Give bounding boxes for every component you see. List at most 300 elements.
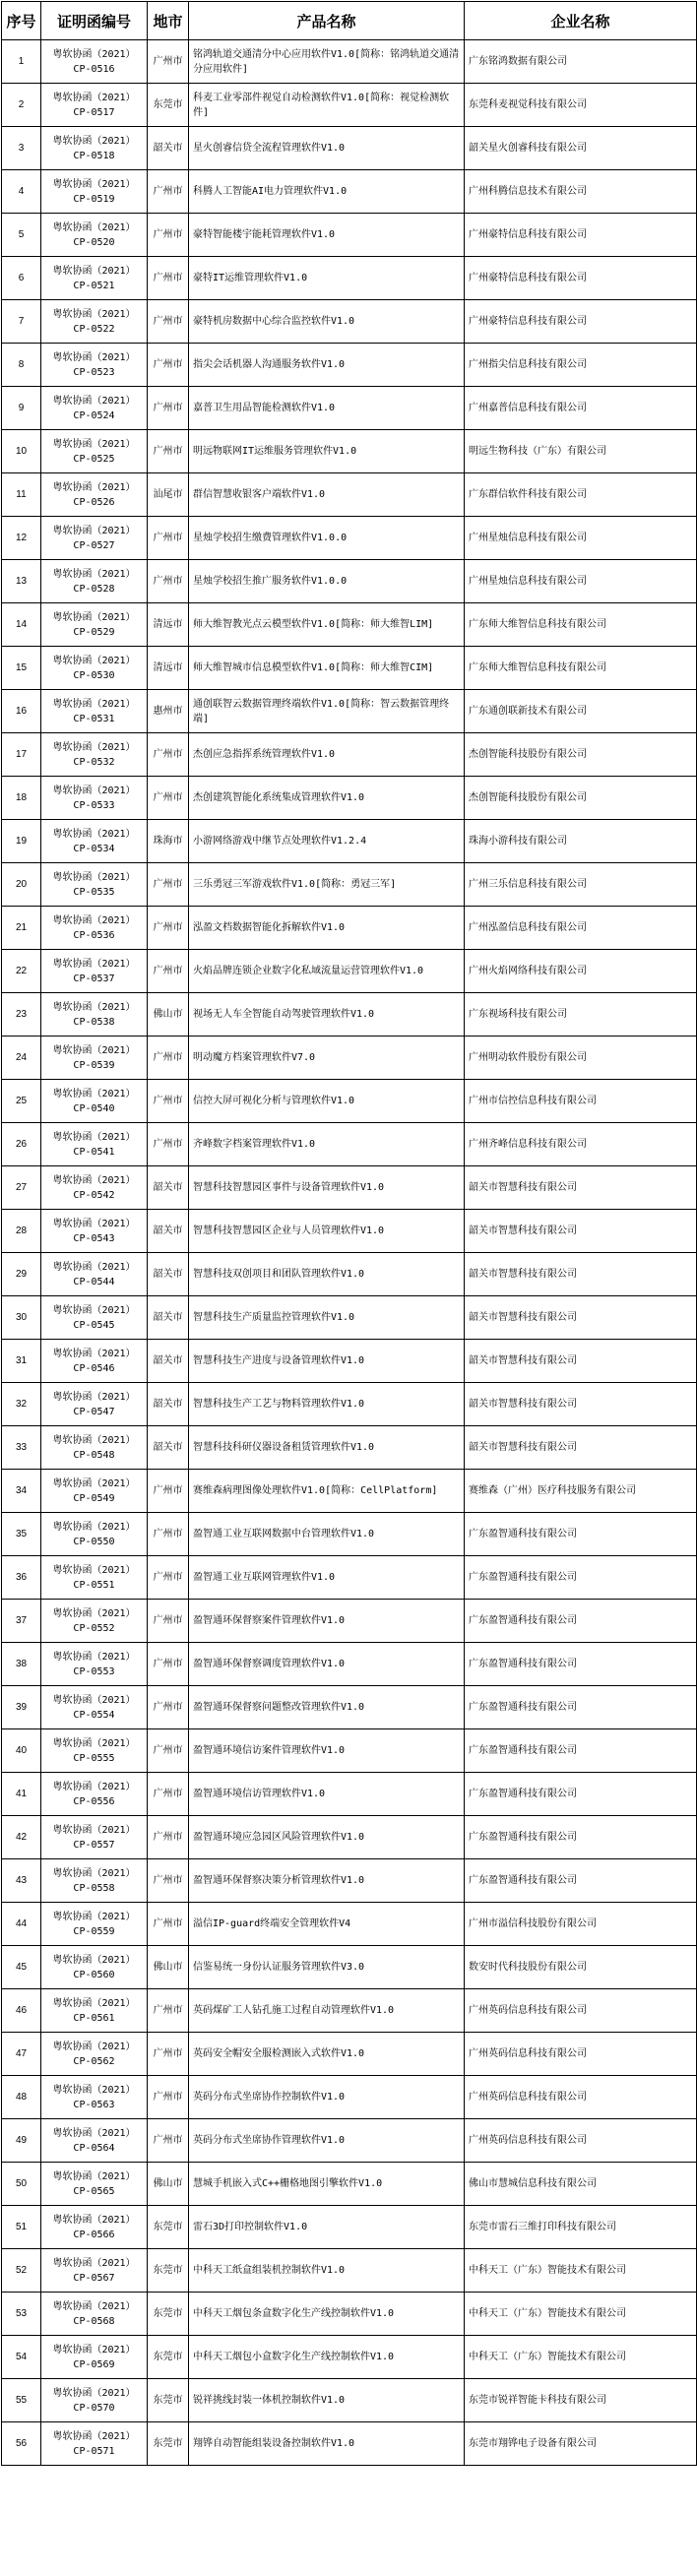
table-row [2,863,697,907]
certificate-prefix: 粤软协函（2021） [52,1044,136,1056]
certificate-code: CP-0539 [73,1059,115,1071]
certificate-code: CP-0566 [73,2229,115,2240]
row-number: 11 [2,473,41,517]
company-name: 东莞市雷石三维打印科技有限公司 [465,2206,697,2249]
certificate-number [41,690,148,733]
row-number: 52 [2,2249,41,2293]
row-number: 36 [2,1556,41,1600]
product-name: 雷石3D打印控制软件V1.0 [189,2206,465,2249]
row-number: 9 [2,387,41,430]
city: 东莞市 [148,2293,189,2336]
certificate-number [41,777,148,820]
company-name: 赛维森（广州）医疗科技服务有限公司 [465,1470,697,1513]
certificate-number [41,2163,148,2206]
table-row [2,1470,697,1513]
row-number: 15 [2,647,41,690]
city: 广州市 [148,387,189,430]
company-name: 韶关市智慧科技有限公司 [465,1340,697,1383]
table-row [2,907,697,950]
company-name: 韶关市智慧科技有限公司 [465,1296,697,1340]
product-name: 通创联智云数据管理终端软件V1.0[简称：智云数据管理终端] [189,690,465,733]
certificate-number [41,1513,148,1556]
row-number: 50 [2,2163,41,2206]
table-row [2,1513,697,1556]
city: 东莞市 [148,2206,189,2249]
product-name: 智慧科技双创项目和团队管理软件V1.0 [189,1253,465,1296]
row-number: 13 [2,560,41,603]
certificate-number [41,1166,148,1210]
company-name: 广州英码信息科技有限公司 [465,1989,697,2033]
product-name: 锐祥挑线封装一体机控制软件V1.0 [189,2379,465,2422]
product-name: 师大维智城市信息模型软件V1.0[简称：师大维智CIM] [189,647,465,690]
certificate-code: CP-0560 [73,1969,115,1980]
certificate-prefix: 粤软协函（2021） [52,914,136,926]
row-number: 4 [2,170,41,214]
row-number: 49 [2,2119,41,2163]
product-name: 明动魔方档案管理软件V7.0 [189,1037,465,1080]
row-number: 3 [2,127,41,170]
table-row [2,1340,697,1383]
certificate-number [41,1037,148,1080]
company-name: 广东盈智通科技有限公司 [465,1600,697,1643]
table-row [2,84,697,127]
product-name: 溢信IP-guard终端安全管理软件V4 [189,1903,465,1946]
certificate-code: CP-0550 [73,1536,115,1547]
city: 佛山市 [148,2163,189,2206]
certificate-number [41,1643,148,1686]
certificate-table [1,1,697,2466]
certificate-code: CP-0571 [73,2445,115,2457]
product-name: 齐峰数字档案管理软件V1.0 [189,1123,465,1166]
certificate-code: CP-0533 [73,799,115,811]
certificate-code: CP-0563 [73,2099,115,2110]
company-name: 广东盈智通科技有限公司 [465,1643,697,1686]
table-row [2,473,697,517]
city: 广州市 [148,170,189,214]
certificate-prefix: 粤软协函（2021） [52,2170,136,2182]
certificate-prefix: 粤软协函（2021） [52,1911,136,1922]
certificate-number [41,214,148,257]
certificate-number [41,84,148,127]
city: 广州市 [148,863,189,907]
table-row [2,1037,697,1080]
product-name: 智慧科技智慧园区事件与设备管理软件V1.0 [189,1166,465,1210]
company-name: 广东师大维智信息科技有限公司 [465,647,697,690]
row-number: 46 [2,1989,41,2033]
table-row [2,733,697,777]
company-name: 韶关市智慧科技有限公司 [465,1426,697,1470]
certificate-code: CP-0528 [73,583,115,595]
certificate-number [41,907,148,950]
city: 广州市 [148,1470,189,1513]
city: 汕尾市 [148,473,189,517]
company-name: 广州齐峰信息科技有限公司 [465,1123,697,1166]
city: 佛山市 [148,993,189,1037]
certificate-code: CP-0556 [73,1795,115,1807]
certificate-code: CP-0538 [73,1016,115,1028]
certificate-code: CP-0521 [73,280,115,291]
certificate-code: CP-0547 [73,1406,115,1417]
table-row [2,820,697,863]
city: 广州市 [148,2033,189,2076]
city: 韶关市 [148,1253,189,1296]
product-name: 英码分布式坐席协作控制软件V1.0 [189,2076,465,2119]
header-city: 地市 [148,2,189,40]
certificate-code: CP-0537 [73,973,115,984]
table-row [2,1210,697,1253]
company-name: 广州泓盈信息科技有限公司 [465,907,697,950]
company-name: 佛山市慧城信息科技有限公司 [465,2163,697,2206]
certificate-prefix: 粤软协函（2021） [52,48,136,60]
row-number: 12 [2,517,41,560]
certificate-prefix: 粤软协函（2021） [52,308,136,320]
company-name: 广东盈智通科技有限公司 [465,1816,697,1859]
city: 广州市 [148,950,189,993]
certificate-code: CP-0536 [73,929,115,941]
certificate-number [41,1859,148,1903]
company-name: 广州豪特信息科技有限公司 [465,214,697,257]
certificate-code: CP-0524 [73,409,115,421]
company-name: 广东盈智通科技有限公司 [465,1859,697,1903]
certificate-prefix: 粤软协函（2021） [52,2387,136,2399]
certificate-prefix: 粤软协函（2021） [52,1954,136,1966]
certificate-code: CP-0530 [73,669,115,681]
certificate-code: CP-0554 [73,1709,115,1721]
certificate-code: CP-0540 [73,1102,115,1114]
company-name: 中科天工（广东）智能技术有限公司 [465,2249,697,2293]
product-name: 星烛学校招生缴费管理软件V1.0.0 [189,517,465,560]
certificate-code: CP-0548 [73,1449,115,1461]
certificate-prefix: 粤软协函（2021） [52,265,136,277]
company-name: 广东盈智通科技有限公司 [465,1513,697,1556]
company-name: 广州英码信息科技有限公司 [465,2076,697,2119]
product-name: 豪特机房数据中心综合监控软件V1.0 [189,300,465,344]
row-number: 43 [2,1859,41,1903]
table-row [2,257,697,300]
row-number: 1 [2,40,41,84]
certificate-code: CP-0564 [73,2142,115,2154]
product-name: 信鉴易统一身份认证服务管理软件V3.0 [189,1946,465,1989]
certificate-number [41,2379,148,2422]
company-name: 广东盈智通科技有限公司 [465,1556,697,1600]
product-name: 智慧科技生产工艺与物料管理软件V1.0 [189,1383,465,1426]
city: 广州市 [148,344,189,387]
row-number: 40 [2,1729,41,1773]
certificate-prefix: 粤软协函（2021） [52,351,136,363]
certificate-prefix: 粤软协函（2021） [52,178,136,190]
certificate-code: CP-0546 [73,1362,115,1374]
table-row [2,2422,697,2466]
company-name: 广州科腾信息技术有限公司 [465,170,697,214]
company-name: 广州豪特信息科技有限公司 [465,300,697,344]
certificate-number [41,820,148,863]
product-name: 指尖会话机器人沟通服务软件V1.0 [189,344,465,387]
certificate-code: CP-0549 [73,1492,115,1504]
header-product: 产品名称 [189,2,465,40]
table-row [2,2206,697,2249]
certificate-code: CP-0568 [73,2315,115,2327]
city: 广州市 [148,1989,189,2033]
company-name: 广东铭鸿数据有限公司 [465,40,697,84]
product-name: 智慧科技智慧园区企业与人员管理软件V1.0 [189,1210,465,1253]
certificate-prefix: 粤软协函（2021） [52,221,136,233]
certificate-prefix: 粤软协函（2021） [52,828,136,840]
certificate-number [41,387,148,430]
city: 清远市 [148,603,189,647]
certificate-prefix: 粤软协函（2021） [52,525,136,536]
certificate-prefix: 粤软协函（2021） [52,1174,136,1186]
row-number: 6 [2,257,41,300]
certificate-code: CP-0525 [73,453,115,465]
product-name: 三乐勇冠三军游戏软件V1.0[简称：勇冠三军] [189,863,465,907]
table-row [2,170,697,214]
certificate-code: CP-0569 [73,2358,115,2370]
certificate-prefix: 粤软协函（2021） [52,785,136,796]
certificate-prefix: 粤软协函（2021） [52,611,136,623]
company-name: 杰创智能科技股份有限公司 [465,777,697,820]
certificate-code: CP-0523 [73,366,115,378]
certificate-number [41,1296,148,1340]
certificate-prefix: 粤软协函（2021） [52,135,136,147]
table-row [2,560,697,603]
certificate-code: CP-0534 [73,843,115,854]
product-name: 盈智通环保督察调度管理软件V1.0 [189,1643,465,1686]
table-row [2,2379,697,2422]
certificate-code: CP-0553 [73,1665,115,1677]
product-name: 豪特智能楼宇能耗管理软件V1.0 [189,214,465,257]
certificate-number [41,517,148,560]
certificate-number [41,2206,148,2249]
row-number: 45 [2,1946,41,1989]
certificate-prefix: 粤软协函（2021） [52,2214,136,2226]
certificate-number [41,127,148,170]
product-name: 智慧科技生产质量监控管理软件V1.0 [189,1296,465,1340]
table-row [2,40,697,84]
city: 惠州市 [148,690,189,733]
row-number: 7 [2,300,41,344]
certificate-number [41,1426,148,1470]
city: 韶关市 [148,1210,189,1253]
row-number: 33 [2,1426,41,1470]
certificate-prefix: 粤软协函（2021） [52,2084,136,2096]
row-number: 29 [2,1253,41,1296]
product-name: 盈智通工业互联网数据中台管理软件V1.0 [189,1513,465,1556]
certificate-code: CP-0565 [73,2185,115,2197]
product-name: 中科天工烟包条盒数字化生产线控制软件V1.0 [189,2293,465,2336]
company-name: 杰创智能科技股份有限公司 [465,733,697,777]
certificate-prefix: 粤软协函（2021） [52,1564,136,1576]
certificate-number [41,2293,148,2336]
row-number: 32 [2,1383,41,1426]
row-number: 47 [2,2033,41,2076]
table-row [2,1816,697,1859]
certificate-number [41,733,148,777]
city: 广州市 [148,1816,189,1859]
certificate-prefix: 粤软协函（2021） [52,1348,136,1359]
product-name: 翔铧自动智能组装设备控制软件V1.0 [189,2422,465,2466]
company-name: 广东师大维智信息科技有限公司 [465,603,697,647]
certificate-prefix: 粤软协函（2021） [52,2127,136,2139]
certificate-number [41,1816,148,1859]
table-row [2,1296,697,1340]
certificate-prefix: 粤软协函（2021） [52,1997,136,2009]
product-name: 英码煤矿工人钻孔施工过程自动管理软件V1.0 [189,1989,465,2033]
table-row [2,1600,697,1643]
certificate-code: CP-0543 [73,1232,115,1244]
company-name: 广州豪特信息科技有限公司 [465,257,697,300]
certificate-number [41,2119,148,2163]
row-number: 35 [2,1513,41,1556]
certificate-number [41,344,148,387]
certificate-prefix: 粤软协函（2021） [52,871,136,883]
row-number: 16 [2,690,41,733]
table-row [2,777,697,820]
certificate-number [41,647,148,690]
company-name: 韶关市智慧科技有限公司 [465,1253,697,1296]
product-name: 赛维森病理图像处理软件V1.0[简称：CellPlatform] [189,1470,465,1513]
certificate-code: CP-0535 [73,886,115,898]
certificate-prefix: 粤软协函（2021） [52,1001,136,1013]
certificate-number [41,1989,148,2033]
product-name: 师大维智教光点云模型软件V1.0[简称：师大维智LIM] [189,603,465,647]
product-name: 视场无人车全智能自动驾驶管理软件V1.0 [189,993,465,1037]
table-row [2,430,697,473]
city: 韶关市 [148,1340,189,1383]
row-number: 30 [2,1296,41,1340]
product-name: 英码分布式坐席协作管理软件V1.0 [189,2119,465,2163]
row-number: 39 [2,1686,41,1729]
table-row [2,387,697,430]
certificate-number [41,1210,148,1253]
certificate-prefix: 粤软协函（2021） [52,1088,136,1100]
certificate-code: CP-0526 [73,496,115,508]
city: 韶关市 [148,1166,189,1210]
row-number: 18 [2,777,41,820]
city: 广州市 [148,777,189,820]
company-name: 广东盈智通科技有限公司 [465,1686,697,1729]
certificate-number [41,1123,148,1166]
company-name: 韶关市智慧科技有限公司 [465,1210,697,1253]
product-name: 豪特IT运维管理软件V1.0 [189,257,465,300]
table-row [2,2249,697,2293]
row-number: 37 [2,1600,41,1643]
table-row [2,2293,697,2336]
city: 广州市 [148,40,189,84]
product-name: 杰创建筑智能化系统集成管理软件V1.0 [189,777,465,820]
table-row [2,2336,697,2379]
row-number: 23 [2,993,41,1037]
table-row [2,993,697,1037]
product-name: 盈智通环保督察决策分析管理软件V1.0 [189,1859,465,1903]
certificate-prefix: 粤软协函（2021） [52,438,136,450]
company-name: 中科天工（广东）智能技术有限公司 [465,2336,697,2379]
certificate-prefix: 粤软协函（2021） [52,1867,136,1879]
table-row [2,1426,697,1470]
product-name: 盈智通环境信访案件管理软件V1.0 [189,1729,465,1773]
city: 广州市 [148,214,189,257]
company-name: 广州星烛信息科技有限公司 [465,560,697,603]
certificate-prefix: 粤软协函（2021） [52,395,136,407]
table-row [2,647,697,690]
row-number: 14 [2,603,41,647]
certificate-code: CP-0544 [73,1276,115,1288]
product-name: 科腾人工智能AI电力管理软件V1.0 [189,170,465,214]
company-name: 广州市信控信息科技有限公司 [465,1080,697,1123]
city: 东莞市 [148,2422,189,2466]
row-number: 5 [2,214,41,257]
city: 广州市 [148,1773,189,1816]
city: 广州市 [148,517,189,560]
certificate-number [41,993,148,1037]
certificate-code: CP-0567 [73,2272,115,2284]
row-number: 53 [2,2293,41,2336]
certificate-number [41,40,148,84]
company-name: 广州三乐信息科技有限公司 [465,863,697,907]
certificate-prefix: 粤软协函（2021） [52,2041,136,2052]
product-name: 盈智通环保督察问题整改管理软件V1.0 [189,1686,465,1729]
table-row [2,214,697,257]
certificate-prefix: 粤软协函（2021） [52,1521,136,1533]
certificate-code: CP-0519 [73,193,115,205]
certificate-number [41,1903,148,1946]
city: 东莞市 [148,2336,189,2379]
product-name: 盈智通环境应急园区风险管理软件V1.0 [189,1816,465,1859]
certificate-number [41,473,148,517]
row-number: 20 [2,863,41,907]
city: 广州市 [148,2076,189,2119]
product-name: 盈智通环境信访管理软件V1.0 [189,1773,465,1816]
product-name: 智慧科技科研仪器设备租赁管理软件V1.0 [189,1426,465,1470]
certificate-prefix: 粤软协函（2021） [52,568,136,580]
row-number: 44 [2,1903,41,1946]
company-name: 数安时代科技股份有限公司 [465,1946,697,1989]
company-name: 韶关市智慧科技有限公司 [465,1383,697,1426]
row-number: 27 [2,1166,41,1210]
table-body [2,40,697,2466]
certificate-number [41,603,148,647]
table-row [2,1253,697,1296]
city: 广州市 [148,1686,189,1729]
city: 广州市 [148,1080,189,1123]
row-number: 28 [2,1210,41,1253]
product-name: 杰创应急指挥系统管理软件V1.0 [189,733,465,777]
certificate-prefix: 粤软协函（2021） [52,1391,136,1403]
product-name: 盈智通环保督察案件管理软件V1.0 [189,1600,465,1643]
certificate-code: CP-0531 [73,713,115,724]
certificate-prefix: 粤软协函（2021） [52,655,136,666]
certificate-number [41,257,148,300]
product-name: 智慧科技生产进度与设备管理软件V1.0 [189,1340,465,1383]
header-company: 企业名称 [465,2,697,40]
certificate-number [41,950,148,993]
city: 广州市 [148,1123,189,1166]
row-number: 22 [2,950,41,993]
certificate-code: CP-0562 [73,2055,115,2067]
table-row [2,517,697,560]
certificate-code: CP-0542 [73,1189,115,1201]
certificate-number [41,170,148,214]
city: 广州市 [148,257,189,300]
city: 广州市 [148,1513,189,1556]
certificate-prefix: 粤软协函（2021） [52,1434,136,1446]
city: 韶关市 [148,1426,189,1470]
product-name: 中科天工纸盒组装机控制软件V1.0 [189,2249,465,2293]
certificate-code: CP-0570 [73,2402,115,2414]
row-number: 24 [2,1037,41,1080]
product-name: 盈智通工业互联网管理软件V1.0 [189,1556,465,1600]
certificate-number [41,1080,148,1123]
city: 广州市 [148,733,189,777]
